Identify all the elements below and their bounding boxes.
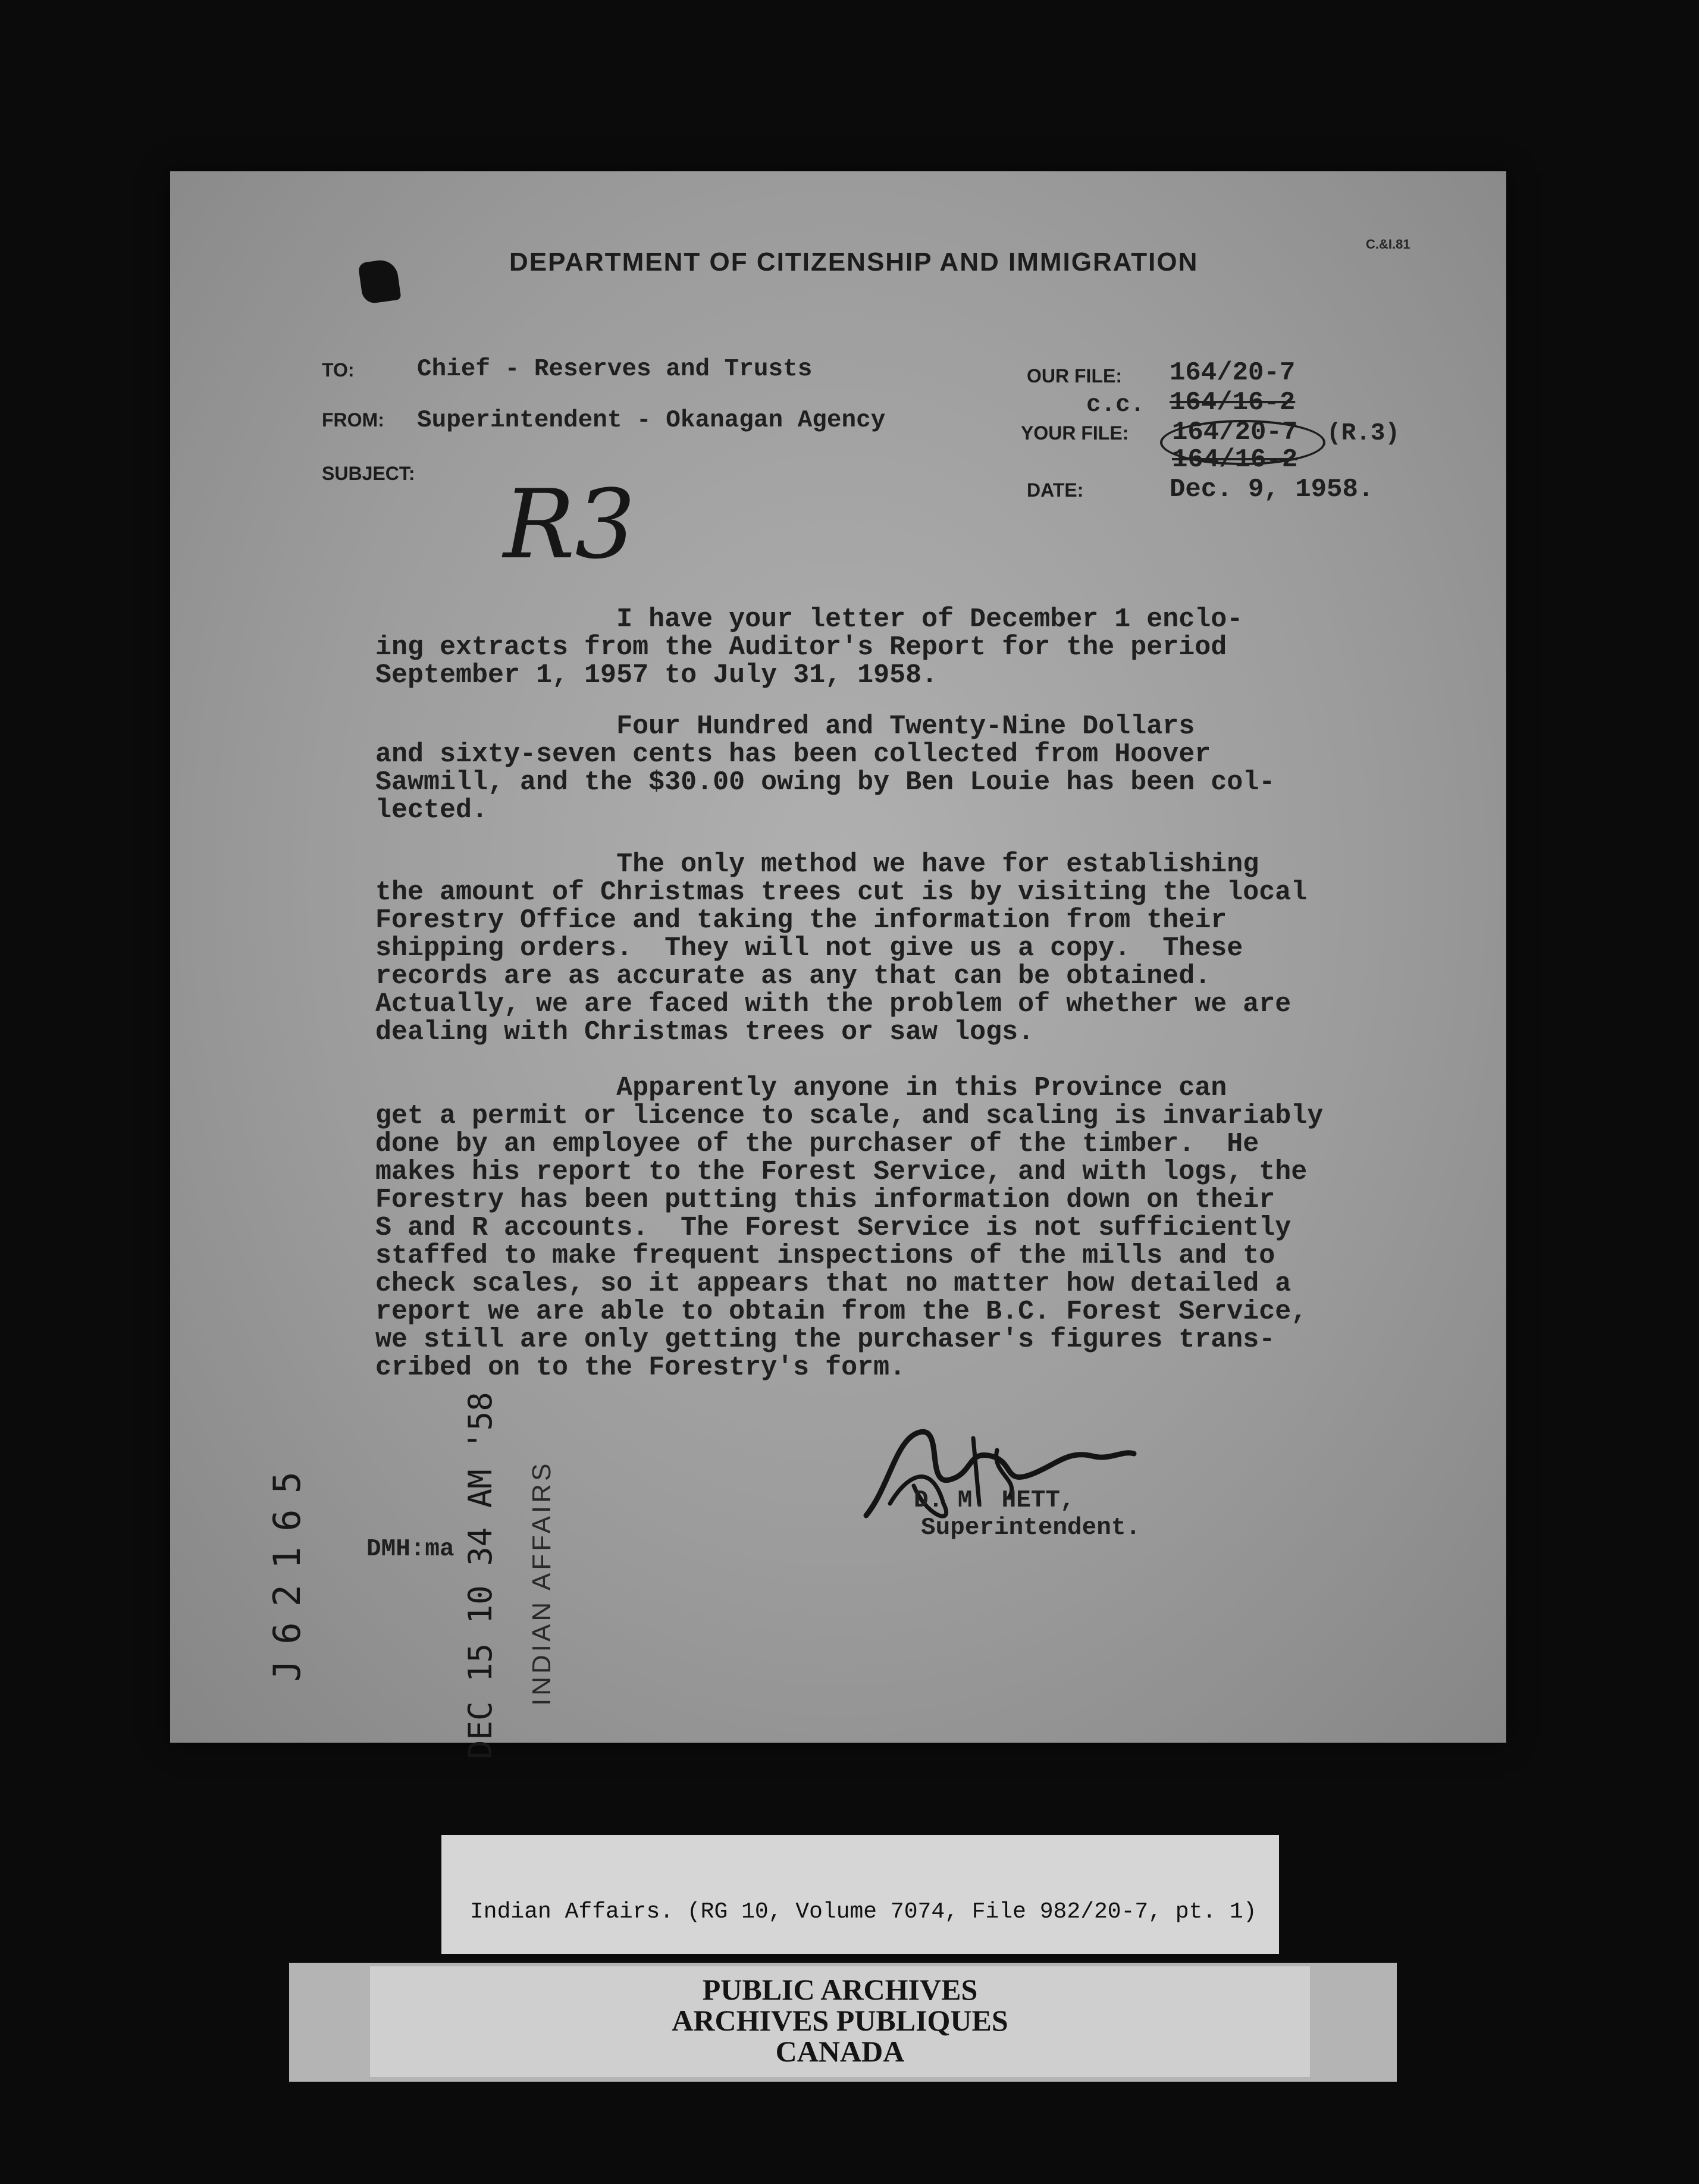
paragraph-3	[375, 851, 1541, 1046]
text-line: ing extracts from the Auditor's Report for the period	[375, 632, 1227, 663]
text-line: report we are able to obtain from the B.C. Forest Service,	[375, 1297, 1308, 1327]
text-line: dealing with Christmas trees or saw logs.	[375, 1017, 1035, 1047]
text-line: Forestry has been putting this information down on their	[375, 1185, 1275, 1215]
typist-initials: DMH:ma	[366, 1536, 454, 1563]
text-line: get a permit or licence to scale, and scaling is invariably	[375, 1101, 1324, 1131]
cc-value: 164/16-2	[1170, 388, 1296, 418]
public-archives-plate	[289, 1963, 1397, 2082]
archive-reference-text: Indian Affairs. (RG 10, Volume 7074, File 982/20-7, pt. 1)	[470, 1899, 1257, 1925]
text-line: September 1, 1957 to July 31, 1958.	[375, 660, 938, 691]
text-line: Sawmill, and the $30.00 owing by Ben Louie has been col-	[375, 767, 1275, 798]
archives-line-3: CANADA	[775, 2035, 905, 2068]
form-code: C.&I.81	[1366, 237, 1410, 252]
handwritten-note: R3	[503, 469, 636, 580]
registry-number-stamp: J62165	[265, 1456, 309, 1682]
text-line: The only method we have for establishing	[375, 849, 1259, 880]
date-value: Dec. 9, 1958.	[1170, 475, 1374, 504]
text-line: done by an employee of the purchaser of the timber. He	[375, 1129, 1259, 1159]
public-archives-plate-face	[370, 1966, 1310, 2077]
text-line: lected.	[375, 795, 488, 826]
department-crest-icon	[358, 258, 401, 305]
paragraph-1	[375, 605, 1541, 689]
paragraph-4	[375, 1074, 1541, 1382]
your-file-value: 164/20-7	[1172, 418, 1298, 447]
text-line: Actually, we are faced with the problem of whether we are	[375, 989, 1292, 1019]
text-line: staffed to make frequent inspections of the mills and to	[375, 1241, 1275, 1271]
our-file-value: 164/20-7	[1170, 358, 1296, 388]
your-file-suffix: (R.3)	[1327, 420, 1400, 447]
text-line: the amount of Christmas trees cut is by visiting the local	[375, 877, 1308, 908]
archive-reference-label	[441, 1835, 1279, 1954]
signatory-name: D. M. HETT,	[914, 1487, 1075, 1514]
text-line: Apparently anyone in this Province can	[375, 1073, 1227, 1103]
text-line: Four Hundred and Twenty-Nine Dollars	[375, 711, 1195, 742]
cc-label: c.c.	[1086, 391, 1145, 419]
archives-line-2: ARCHIVES PUBLIQUES	[672, 2004, 1008, 2037]
paragraph-2	[375, 713, 1541, 824]
text-line: and sixty-seven cents has been collected from Hoover	[375, 739, 1211, 770]
memo-page	[170, 171, 1506, 1759]
text-line: shipping orders. They will not give us a copy. These	[375, 933, 1243, 964]
text-line: check scales, so it appears that no matter how detailed a	[375, 1269, 1292, 1299]
subject-label: SUBJECT:	[322, 463, 415, 484]
received-date-stamp: DEC 15 10 34 AM '58	[462, 1392, 499, 1759]
department-letterhead: DEPARTMENT OF CITIZENSHIP AND IMMIGRATION	[509, 247, 1199, 277]
date-label: DATE:	[1027, 479, 1084, 501]
text-line: makes his report to the Forest Service, and with logs, the	[375, 1157, 1308, 1187]
from-value: Superintendent - Okanagan Agency	[417, 407, 886, 434]
text-line: I have your letter of December 1 enclo-	[375, 604, 1243, 635]
text-line: we still are only getting the purchaser's figures trans-	[375, 1325, 1275, 1355]
indian-affairs-stamp: INDIAN AFFAIRS	[527, 1460, 556, 1706]
text-line: records are as accurate as any that can be obtained.	[375, 961, 1211, 991]
archives-line-1: PUBLIC ARCHIVES	[702, 1973, 978, 2006]
text-line: Forestry Office and taking the information from their	[375, 905, 1227, 936]
your-file-value-secondary: 164/16-2	[1172, 445, 1298, 475]
your-file-label: YOUR FILE:	[1021, 422, 1129, 444]
from-label: FROM:	[322, 409, 384, 431]
text-line: cribed on to the Forestry's form.	[375, 1353, 906, 1383]
to-value: Chief - Reserves and Trusts	[417, 356, 813, 383]
text-line: S and R accounts. The Forest Service is not sufficiently	[375, 1213, 1292, 1243]
our-file-label: OUR FILE:	[1027, 365, 1122, 387]
to-label: TO:	[322, 359, 355, 381]
signatory-title: Superintendent.	[921, 1514, 1141, 1542]
